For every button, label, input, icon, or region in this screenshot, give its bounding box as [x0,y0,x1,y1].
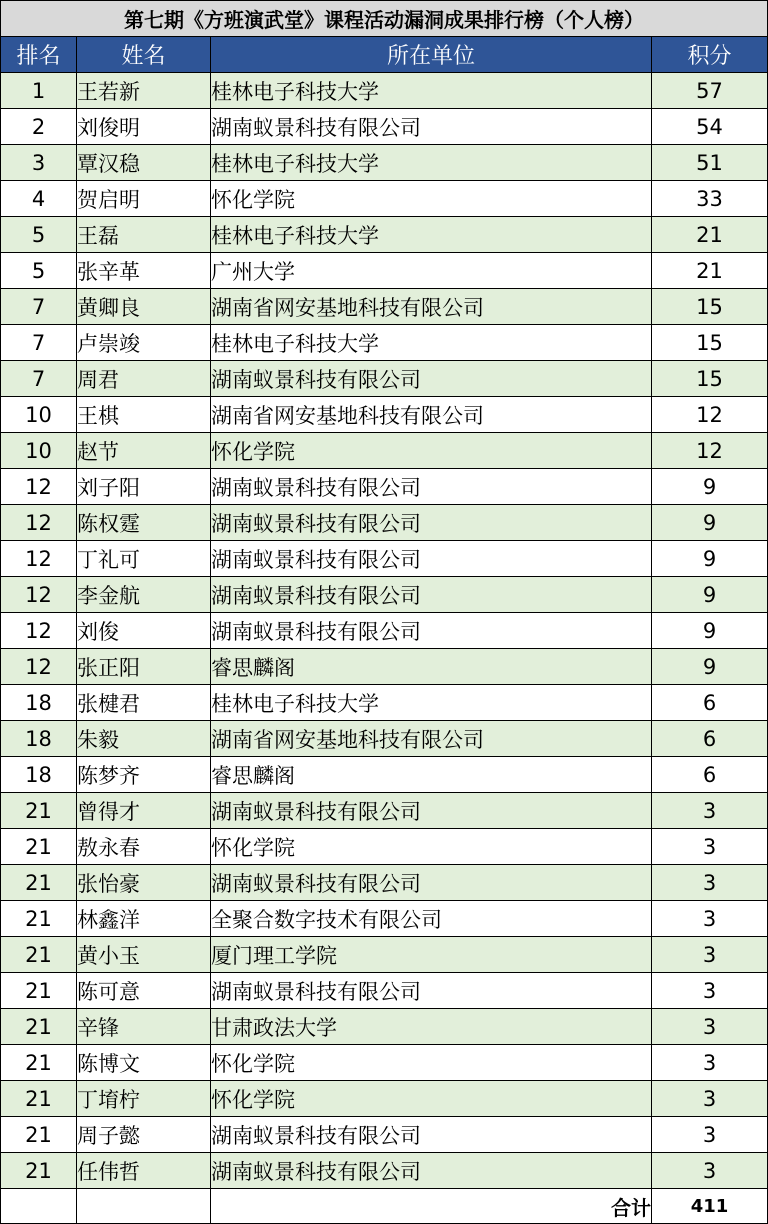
cell-org: 湖南蚁景科技有限公司 [211,973,652,1009]
cell-org: 湖南蚁景科技有限公司 [211,361,652,397]
cell-org: 桂林电子科技大学 [211,217,652,253]
cell-score: 9 [652,649,768,685]
cell-name: 朱毅 [77,721,211,757]
table-row [1,757,768,793]
empty-cell [77,1189,211,1224]
cell-score: 6 [652,721,768,757]
table-row [1,397,768,433]
cell-org: 怀化学院 [211,829,652,865]
total-value: 411 [652,1189,768,1224]
cell-rank: 5 [1,253,77,289]
cell-org: 湖南蚁景科技有限公司 [211,577,652,613]
cell-org: 厦门理工学院 [211,937,652,973]
cell-org: 湖南蚁景科技有限公司 [211,613,652,649]
table-row [1,1045,768,1081]
cell-score: 3 [652,1153,768,1189]
cell-name: 刘子阳 [77,469,211,505]
table-row [1,793,768,829]
cell-org: 桂林电子科技大学 [211,685,652,721]
cell-name: 周君 [77,361,211,397]
cell-name: 周子懿 [77,1117,211,1153]
header-row [1,37,768,73]
cell-name: 任伟哲 [77,1153,211,1189]
header-score: 积分 [652,37,768,73]
table-row [1,901,768,937]
cell-name: 王棋 [77,397,211,433]
cell-rank: 21 [1,937,77,973]
cell-org: 怀化学院 [211,433,652,469]
cell-score: 3 [652,937,768,973]
table-row [1,1117,768,1153]
table-row [1,829,768,865]
cell-name: 王若新 [77,73,211,109]
cell-org: 湖南省网安基地科技有限公司 [211,721,652,757]
cell-name: 陈梦齐 [77,757,211,793]
cell-rank: 12 [1,541,77,577]
cell-name: 卢崇竣 [77,325,211,361]
cell-score: 12 [652,397,768,433]
cell-name: 敖永春 [77,829,211,865]
cell-name: 黄卿良 [77,289,211,325]
table-row [1,109,768,145]
cell-score: 9 [652,577,768,613]
cell-rank: 18 [1,685,77,721]
cell-org: 怀化学院 [211,1081,652,1117]
cell-name: 黄小玉 [77,937,211,973]
cell-rank: 3 [1,145,77,181]
cell-org: 湖南蚁景科技有限公司 [211,109,652,145]
cell-name: 贺启明 [77,181,211,217]
cell-rank: 21 [1,1081,77,1117]
cell-rank: 10 [1,433,77,469]
cell-rank: 7 [1,325,77,361]
cell-score: 15 [652,361,768,397]
table-row [1,289,768,325]
cell-rank: 12 [1,649,77,685]
cell-name: 李金航 [77,577,211,613]
cell-score: 54 [652,109,768,145]
cell-score: 21 [652,217,768,253]
cell-org: 睿思麟阁 [211,757,652,793]
cell-rank: 21 [1,793,77,829]
cell-org: 湖南蚁景科技有限公司 [211,865,652,901]
cell-org: 湖南蚁景科技有限公司 [211,793,652,829]
cell-org: 桂林电子科技大学 [211,325,652,361]
cell-name: 丁礼可 [77,541,211,577]
header-org: 所在单位 [211,37,652,73]
table-row [1,181,768,217]
header-name: 姓名 [77,37,211,73]
table-row [1,145,768,181]
table-row [1,253,768,289]
cell-rank: 12 [1,577,77,613]
cell-org: 湖南蚁景科技有限公司 [211,1117,652,1153]
cell-name: 张楗君 [77,685,211,721]
cell-score: 6 [652,685,768,721]
cell-rank: 18 [1,757,77,793]
cell-org: 桂林电子科技大学 [211,145,652,181]
cell-score: 33 [652,181,768,217]
cell-score: 9 [652,613,768,649]
cell-rank: 21 [1,1117,77,1153]
table-row [1,217,768,253]
cell-rank: 21 [1,901,77,937]
cell-score: 9 [652,505,768,541]
cell-score: 15 [652,289,768,325]
cell-name: 张辛革 [77,253,211,289]
cell-org: 湖南省网安基地科技有限公司 [211,397,652,433]
table-row [1,685,768,721]
cell-rank: 7 [1,289,77,325]
table-row [1,1153,768,1189]
cell-name: 张怡豪 [77,865,211,901]
cell-rank: 2 [1,109,77,145]
header-rank: 排名 [1,37,77,73]
cell-org: 甘肃政法大学 [211,1009,652,1045]
cell-score: 12 [652,433,768,469]
cell-org: 睿思麟阁 [211,649,652,685]
cell-rank: 18 [1,721,77,757]
cell-rank: 1 [1,73,77,109]
cell-score: 3 [652,829,768,865]
title-row [1,1,768,37]
cell-name: 陈博文 [77,1045,211,1081]
cell-name: 丁堉柠 [77,1081,211,1117]
table-row [1,505,768,541]
cell-org: 广州大学 [211,253,652,289]
cell-score: 9 [652,541,768,577]
cell-score: 9 [652,469,768,505]
cell-name: 赵节 [77,433,211,469]
cell-org: 湖南蚁景科技有限公司 [211,1153,652,1189]
cell-rank: 21 [1,829,77,865]
empty-cell [1,1189,77,1224]
table-row [1,433,768,469]
cell-score: 6 [652,757,768,793]
cell-rank: 21 [1,865,77,901]
cell-name: 王磊 [77,217,211,253]
cell-rank: 10 [1,397,77,433]
cell-org: 怀化学院 [211,1045,652,1081]
cell-score: 3 [652,1009,768,1045]
table-row [1,937,768,973]
cell-org: 湖南蚁景科技有限公司 [211,505,652,541]
cell-score: 51 [652,145,768,181]
cell-org: 桂林电子科技大学 [211,73,652,109]
table-row [1,721,768,757]
cell-score: 21 [652,253,768,289]
cell-org: 全聚合数字技术有限公司 [211,901,652,937]
cell-name: 张正阳 [77,649,211,685]
table-row [1,613,768,649]
cell-rank: 12 [1,469,77,505]
cell-name: 刘俊明 [77,109,211,145]
cell-rank: 5 [1,217,77,253]
cell-name: 覃汉稳 [77,145,211,181]
page-title: 第七期《方班演武堂》课程活动漏洞成果排行榜（个人榜） [1,1,768,37]
cell-score: 3 [652,1117,768,1153]
cell-rank: 21 [1,973,77,1009]
cell-name: 辛锋 [77,1009,211,1045]
cell-name: 陈权霆 [77,505,211,541]
total-row [1,1189,768,1224]
table-row [1,1081,768,1117]
cell-score: 3 [652,1081,768,1117]
table-row [1,361,768,397]
cell-score: 3 [652,1045,768,1081]
cell-rank: 12 [1,505,77,541]
table-row [1,865,768,901]
cell-score: 57 [652,73,768,109]
cell-rank: 21 [1,1045,77,1081]
cell-org: 湖南蚁景科技有限公司 [211,541,652,577]
cell-score: 3 [652,901,768,937]
cell-rank: 7 [1,361,77,397]
cell-score: 3 [652,865,768,901]
cell-rank: 4 [1,181,77,217]
cell-rank: 21 [1,1009,77,1045]
cell-name: 刘俊 [77,613,211,649]
cell-name: 陈可意 [77,973,211,1009]
table-row [1,541,768,577]
total-label: 合计 [211,1189,652,1224]
table-row [1,973,768,1009]
table-row [1,577,768,613]
table-row [1,73,768,109]
cell-score: 3 [652,973,768,1009]
cell-rank: 21 [1,1153,77,1189]
cell-org: 怀化学院 [211,181,652,217]
cell-org: 湖南蚁景科技有限公司 [211,469,652,505]
table-row [1,469,768,505]
cell-name: 林鑫洋 [77,901,211,937]
cell-score: 15 [652,325,768,361]
cell-rank: 12 [1,613,77,649]
table-row [1,325,768,361]
table-row [1,649,768,685]
cell-org: 湖南省网安基地科技有限公司 [211,289,652,325]
cell-score: 3 [652,793,768,829]
cell-name: 曾得才 [77,793,211,829]
table-row [1,1009,768,1045]
